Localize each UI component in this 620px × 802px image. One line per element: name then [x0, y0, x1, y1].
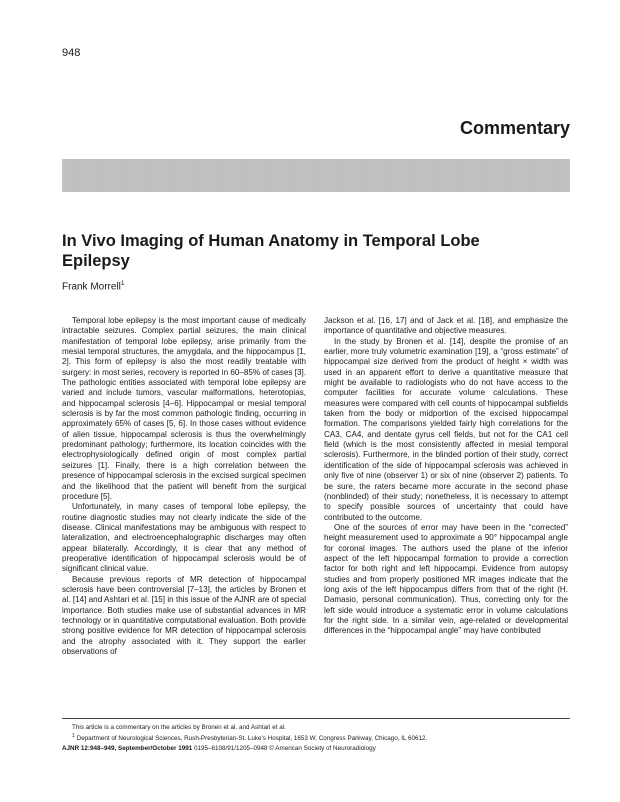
paragraph: One of the sources of error may have been in the “corrected” height measurement used to approximate a 90° hippocampal angle for coronal images. The authors used the plane of the inferior aspect of the left hippocampal formation to provide a correction factor for both right and left hippocampi. Evidence from autopsy studies and from properly positioned MR images indicate that the long axis of the left hippocampus differs from that of the right (H. Damasio, personal communication). Thus, correcting only for the left side would introduce a systematic error in volume calculations for the right side. In a similar vein, age-related or developmental differences in the “hippocampal angle” may have contributed — [324, 522, 568, 636]
journal-copyright: 0195–6108/91/1205–0948 © American Society of Neuroradiology — [193, 745, 376, 753]
author-footnote-mark: 1 — [120, 280, 125, 287]
left-column — [62, 316, 306, 657]
journal-citation: AJNR 12:948–949, September/October 1991 — [62, 745, 193, 753]
paragraph: Unfortunately, in many cases of temporal lobe epilepsy, the routine diagnostic studies may not clearly indicate the side of the disease. Clinical manifestations may be ambiguous with respect to lateralization, and electroencephalographic discharges may often appear bilaterally. Accordingly, it is clear that any method of preoperative identification of hippocampal sclerosis would be of significant clinical value. — [62, 502, 306, 574]
page-number: 948 — [62, 47, 81, 59]
article-title: In Vivo Imaging of Human Anatomy in Temporal Lobe Epilepsy — [62, 232, 480, 270]
right-column — [324, 316, 568, 637]
author — [62, 280, 125, 292]
header-band — [62, 159, 570, 192]
footnote-commentary: This article is a commentary on the articles by Bronen et al. and Ashtari et al. — [72, 724, 286, 731]
footnote-affiliation — [62, 732, 570, 743]
footnote-rule — [62, 718, 570, 719]
paragraph: Jackson et al. [16, 17] and of Jack et al. [18], and emphasize the importance of quantitative and objective measures. — [324, 316, 568, 336]
author-name: Frank Morrell — [62, 281, 121, 293]
affiliation-text: Department of Neurological Sciences, Rush-Presbyterian-St. Luke’s Hospital, 1653 W. Congress Parkway, Chicago, IL 60612. — [76, 735, 428, 743]
paragraph: Because previous reports of MR detection of hippocampal sclerosis have been controversial [7–13], the articles by Bronen et al. [14] and Ashtari et al. [15] in this issue of the AJNR are of special importance. Both studies make use of substantial advances in MR technology or in quantitative computational evaluation. Both provide strong positive evidence for MR detection of hippocampal sclerosis and the atrophy associated with it. They support the earlier observations of — [62, 574, 306, 656]
paragraph: In the study by Bronen et al. [14], despite the promise of an earlier, more truly volumetric examination [19], a “gross estimate” of hippocampal size derived from the product of height × width was used in an apparent effort to derive a quantitative measure that might be available to radiologists who do not have access to the computer facilities for accurate volume calculations. These measures were compared with cell counts of hippocampal subfields taken from the body or midportion of the excised hippocampal formation. The comparisons yielded fairly high correlations for the CA3, CA4, and dentate gyrus cell fields, but not for the CA1 cell field (which is the most consistently affected in mesial temporal sclerosis). Furthermore, in the blinded portion of their study, correct identification of the side of hippocampal sclerosis was achieved in only five of nine (observer 1) or six of nine (observer 2) patients. To be sure, the raters became more accurate in the second phase (nonblinded) of their study; nonetheless, it is necessary to attempt to specify possible sources of uncertainty that could have contributed to the outcome. — [324, 336, 568, 522]
footnotes — [62, 723, 570, 753]
journal-citation-line — [62, 744, 570, 753]
section-heading: Commentary — [459, 118, 570, 138]
footnote-mark: 1 — [72, 733, 75, 739]
paragraph: Temporal lobe epilepsy is the most important cause of medically intractable seizures. Complex partial seizures, the main clinical manifestation of temporal lobe epilepsy, arise primarily from the mesial temporal structures, the amygdala, and the hippocampus [1, 2]. This form of epilepsy is also the most readily treatable with surgery: in most series, recovery is reported in 60–85% of cases [3]. The pathologic entities associated with temporal lobe epilepsy are varied and include tumors, vascular malformations, heterotopias, and hippocampal sclerosis [4–6]. Hippocampal or mesial temporal sclerosis is by far the most common pathologic finding, occurring in approximately 65% of cases [5, 6]. In those cases without evidence of alien tissue, hippocampal sclerosis is thus the overwhelmingly predominant pathology; furthermore, its location coincides with the electrophysiologically defined origin of most complex partial seizures [1]. Finally, there is a high correlation between the presence of hippocampal sclerosis in the excised surgical specimen and the likelihood that the patient will benefit from the surgical procedure [5]. — [62, 316, 306, 501]
